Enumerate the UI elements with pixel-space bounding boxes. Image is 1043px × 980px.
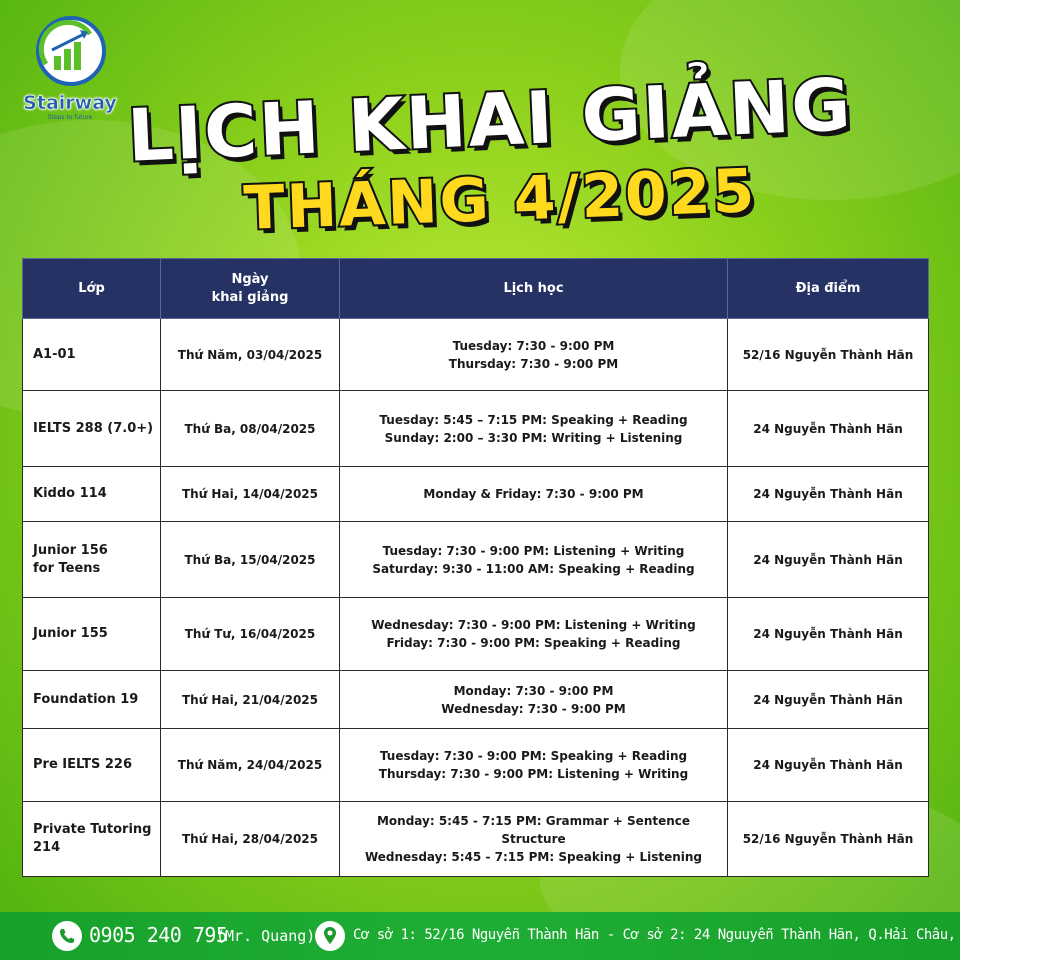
cell-location: 24 Nguyễn Thành Hãn — [728, 467, 929, 522]
table-row — [23, 598, 929, 671]
cell-schedule — [340, 319, 728, 391]
class-name-line: Pre IELTS 226 — [33, 757, 133, 772]
cell-class — [23, 391, 161, 467]
cell-start-date: Thứ Ba, 08/04/2025 — [161, 391, 340, 467]
schedule-line: Thursday: 7:30 - 9:00 PM: Listening + Writing — [378, 767, 689, 781]
schedule-line: Wednesday: 7:30 - 9:00 PM: Listening + Writing — [371, 618, 696, 632]
cell-location: 24 Nguyễn Thành Hãn — [728, 391, 929, 467]
schedule-table — [22, 258, 929, 877]
schedule-line: Wednesday: 7:30 - 9:00 PM — [441, 701, 626, 716]
schedule-line: Tuesday: 5:45 – 7:15 PM: Speaking + Reading — [379, 412, 688, 427]
cell-schedule — [340, 671, 728, 729]
table-header-row — [23, 259, 929, 319]
cell-location: 24 Nguyễn Thành Hãn — [728, 522, 929, 598]
brand-tagline: Steps to future — [47, 114, 93, 121]
cell-schedule — [340, 802, 728, 877]
location-pin-icon — [315, 921, 345, 951]
cell-location: 24 Nguyễn Thành Hãn — [728, 598, 929, 671]
cell-start-date: Thứ Năm, 03/04/2025 — [161, 319, 340, 391]
cell-class — [23, 522, 161, 598]
brand-name: Stairway — [23, 92, 117, 114]
class-name-line: 214 — [33, 840, 61, 855]
schedule-line: Tuesday: 7:30 - 9:00 PM — [452, 338, 615, 353]
class-name-line: Foundation 19 — [33, 691, 139, 707]
class-name-line: IELTS 288 (7.0+) — [33, 420, 154, 436]
class-name-line: Junior 155 — [33, 626, 108, 641]
stairs-icon — [40, 20, 102, 82]
schedule-line: Friday: 7:30 - 9:00 PM: Speaking + Reading — [386, 636, 681, 650]
schedule-line: Thursday: 7:30 - 9:00 PM — [448, 356, 619, 371]
schedule-line: Monday: 5:45 - 7:15 PM: Grammar + Sentence Structure — [376, 814, 691, 846]
schedule-line: Monday & Friday: 7:30 - 9:00 PM — [423, 487, 644, 501]
header-class: Lớp — [23, 259, 161, 319]
cell-schedule — [340, 391, 728, 467]
cell-class — [23, 802, 161, 877]
cell-start-date: Thứ Hai, 21/04/2025 — [161, 671, 340, 729]
phone-number: 0905 240 795 — [89, 923, 228, 947]
cell-start-date: Thứ Năm, 24/04/2025 — [161, 729, 340, 802]
address-text: Cơ sở 1: 52/16 Nguyễn Thành Hãn - Cơ sở 2: 24 Nguuyễn Thành Hãn, Q.Hải Châu, Tp.Đà Nẵng — [353, 927, 1043, 943]
schedule-line: Tuesday: 7:30 - 9:00 PM: Listening + Writing — [382, 543, 685, 558]
class-name-line: Private Tutoring — [33, 822, 152, 837]
schedule-line: Wednesday: 5:45 - 7:15 PM: Speaking + Listening — [364, 850, 703, 864]
schedule-line: Saturday: 9:30 - 11:00 AM: Speaking + Reading — [372, 561, 695, 576]
table-row — [23, 522, 929, 598]
header-date-line: khai giảng — [211, 289, 289, 305]
header-date-line: Ngày — [231, 271, 269, 287]
class-name-line: Kiddo 114 — [33, 486, 107, 501]
cell-location: 52/16 Nguyễn Thành Hãn — [728, 802, 929, 877]
stairway-logo — [14, 14, 126, 126]
cell-schedule — [340, 598, 728, 671]
cell-start-date: Thứ Tư, 16/04/2025 — [161, 598, 340, 671]
table-row — [23, 729, 929, 802]
class-name-line: for Teens — [33, 560, 101, 576]
class-name-line: A1-01 — [33, 346, 76, 362]
schedule-line: Tuesday: 7:30 - 9:00 PM: Speaking + Reading — [379, 749, 688, 763]
cell-start-date: Thứ Hai, 28/04/2025 — [161, 802, 340, 877]
cell-class — [23, 319, 161, 391]
table-row — [23, 802, 929, 877]
contact-name: (Mr. Quang) — [216, 927, 316, 945]
cell-schedule — [340, 729, 728, 802]
table-row — [23, 391, 929, 467]
cell-schedule — [340, 522, 728, 598]
header-location: Địa điểm — [728, 259, 929, 319]
class-name-line: Junior 156 — [33, 542, 108, 558]
phone-icon — [52, 921, 82, 951]
cell-class — [23, 729, 161, 802]
schedule-line: Sunday: 2:00 – 3:30 PM: Writing + Listening — [384, 430, 683, 445]
cell-class — [23, 671, 161, 729]
schedule-line: Monday: 7:30 - 9:00 PM — [453, 683, 614, 698]
cell-start-date: Thứ Ba, 15/04/2025 — [161, 522, 340, 598]
cell-location: 52/16 Nguyễn Thành Hãn — [728, 319, 929, 391]
cell-location: 24 Nguyễn Thành Hãn — [728, 729, 929, 802]
cell-schedule — [340, 467, 728, 522]
title-line-2: THÁNG 4/2025 — [242, 156, 758, 244]
header-schedule: Lịch học — [340, 259, 728, 319]
table-row — [23, 467, 929, 522]
cell-start-date: Thứ Hai, 14/04/2025 — [161, 467, 340, 522]
header-start-date — [161, 259, 340, 319]
table-row — [23, 671, 929, 729]
cell-location: 24 Nguyễn Thành Hãn — [728, 671, 929, 729]
cell-class — [23, 467, 161, 522]
cell-class — [23, 598, 161, 671]
table-row — [23, 319, 929, 391]
title-line-1: LỊCH KHAI GIẢNG — [125, 62, 855, 178]
logo-emblem — [36, 16, 106, 86]
